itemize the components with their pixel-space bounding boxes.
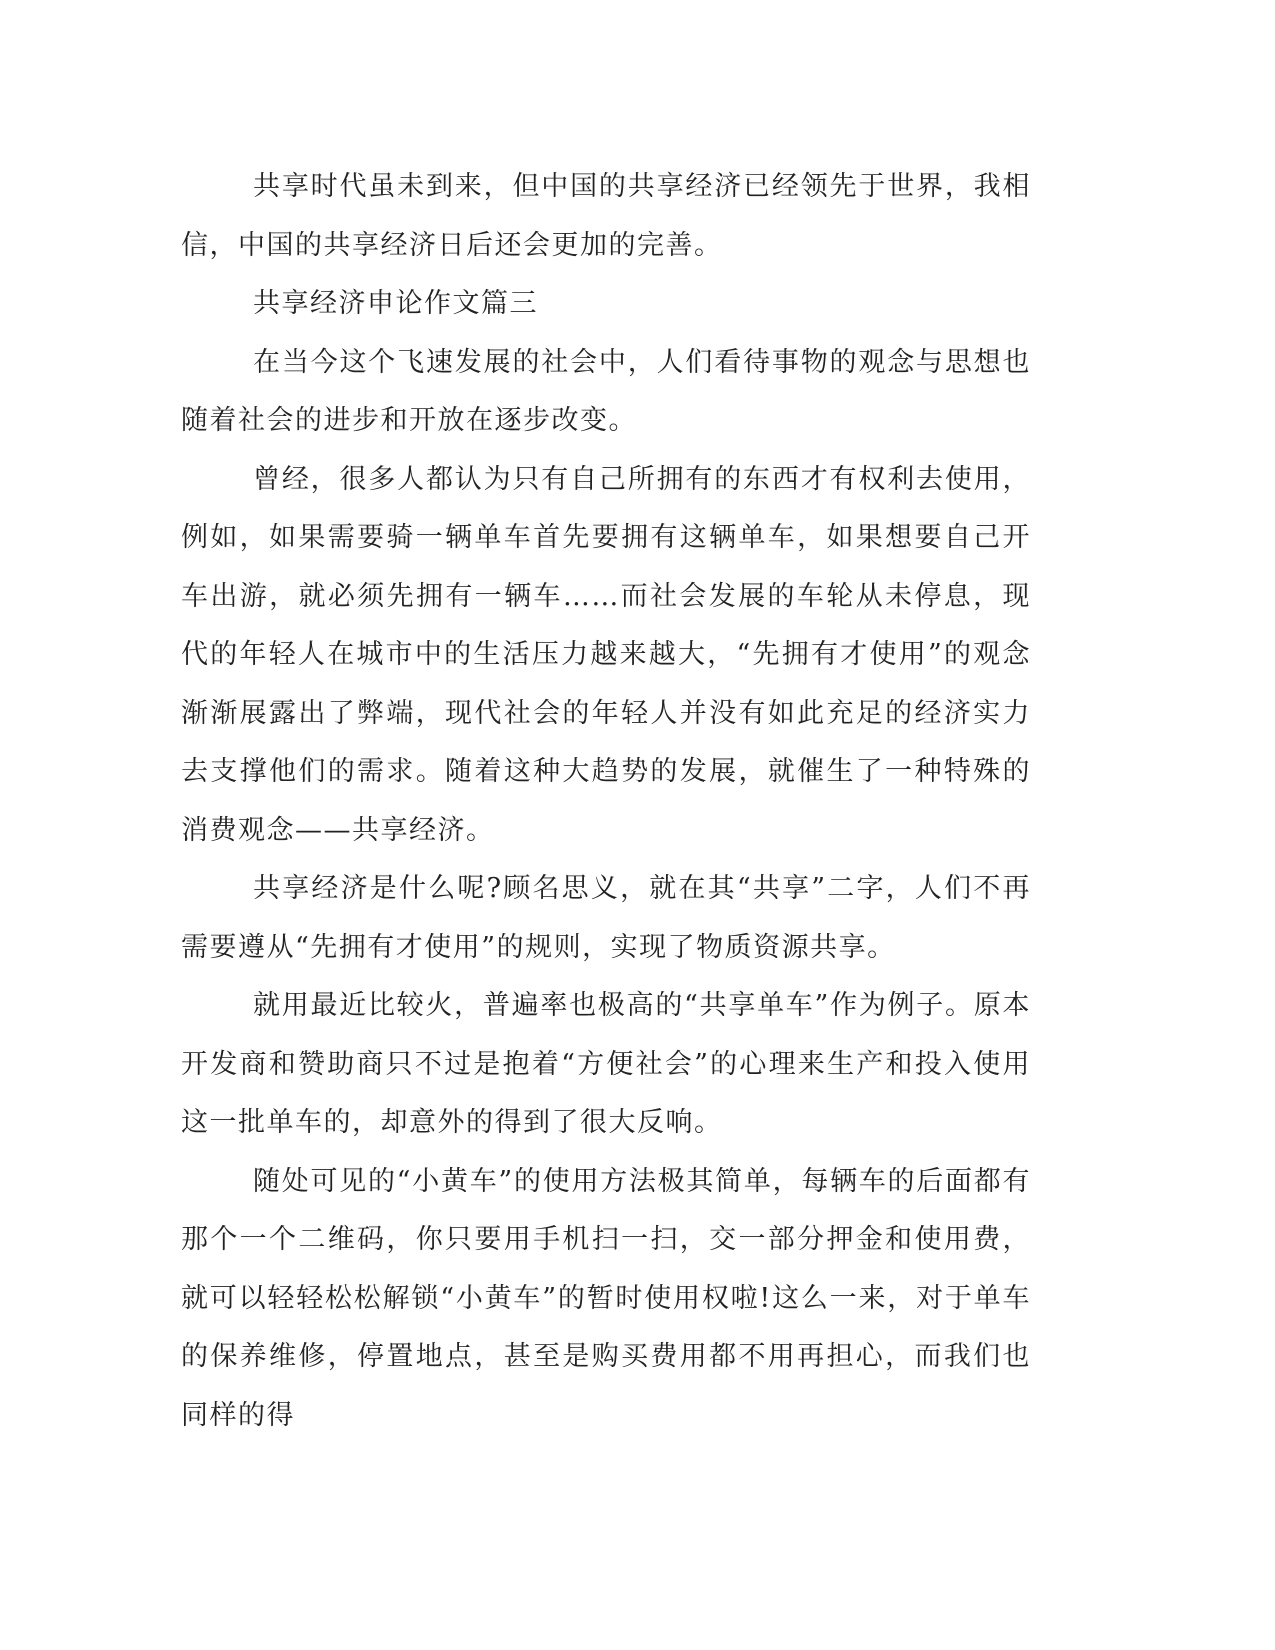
paragraph-conclusion: 共享时代虽未到来，但中国的共享经济已经领先于世界，我相信，中国的共享经济日后还会更加的完善。 — [181, 171, 1031, 261]
document-body — [181, 158, 1031, 1445]
paragraph-ownership: 曾经，很多人都认为只有自己所拥有的东西才有权利去使用，例如，如果需要骑一辆单车首先要拥有这辆单车，如果想要自己开车出游，就必须先拥有一辆车……而社会发展的车轮从未停息，现代的年轻人在城市中的生活压力越来越大，“先拥有才使用”的观念渐渐展露出了弊端，现代社会的年轻人并没有如此充足的经济实力去支撑他们的需求。随着这种大趋势的发展，就催生了一种特殊的消费观念——共享经济。 — [181, 463, 1031, 846]
paragraph-intro: 在当今这个飞速发展的社会中，人们看待事物的观念与思想也随着社会的进步和开放在逐步改变。 — [181, 346, 1031, 436]
section-heading: 共享经济申论作文篇三 — [253, 288, 538, 319]
paragraph-bike-example: 就用最近比较火，普遍率也极高的“共享单车”作为例子。原本开发商和赞助商只不过是抱着“方便社会”的心理来生产和投入使用这一批单车的，却意外的得到了很大反响。 — [181, 990, 1031, 1138]
paragraph-definition: 共享经济是什么呢?顾名思义，就在其“共享”二字，人们不再需要遵从“先拥有才使用”的规则，实现了物质资源共享。 — [181, 873, 1031, 963]
paragraph-usage: 随处可见的“小黄车”的使用方法极其简单，每辆车的后面都有那个一个二维码，你只要用手机扫一扫，交一部分押金和使用费，就可以轻轻松松解锁“小黄车”的暂时使用权啦!这么一来，对于单车的保养维修，停置地点，甚至是购买费用都不用再担心，而我们也同样的得 — [181, 1165, 1031, 1431]
